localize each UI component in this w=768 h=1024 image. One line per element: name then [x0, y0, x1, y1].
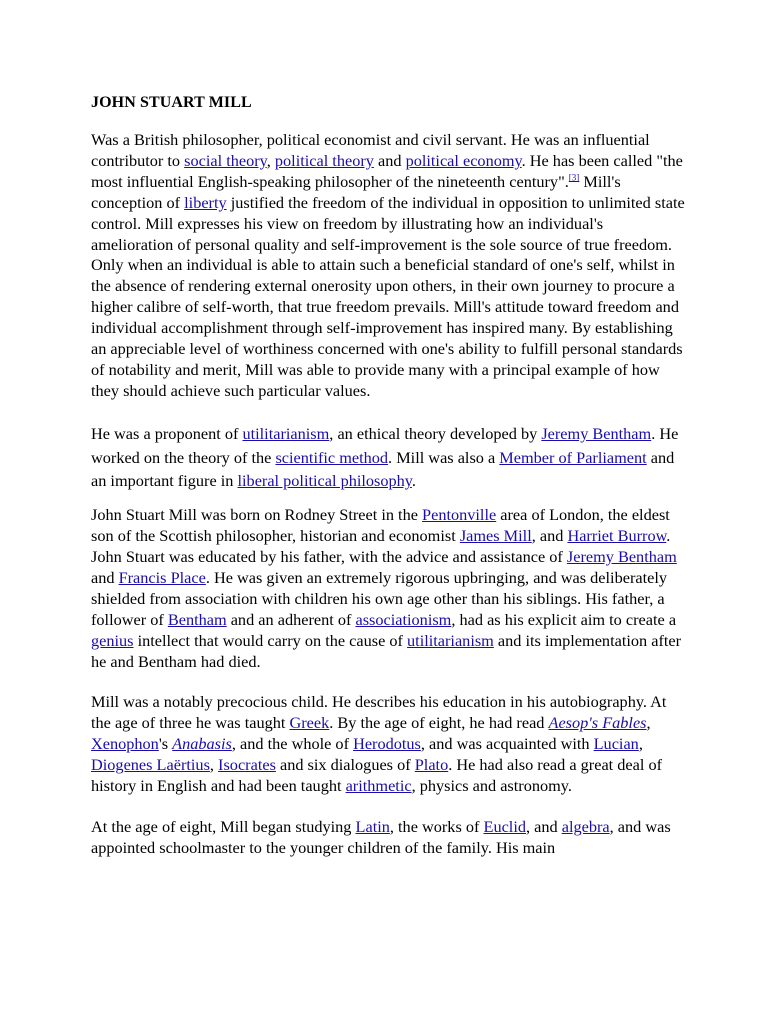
text: justified the freedom of the individual in opposition to unlimited state control. Mill expresses his view on freedom by illustrating how an individual's amelioration of personal quality and self-improvement is the sole source of true freedom. Only when an individual is able to attain such a beneficial standard of one's self, whilst in the absence of rendering external onerosity upon others, in their own journey to procure a higher calibre of self-worth, that true freedom prevails. Mill's attitude toward freedom and individual accomplishment through self-improvement has inspired many. By establishing an appreciable level of worthiness concerned with one's ability to fulfill personal standards of notability and merit, Mill was able to provide many with a principal example of how they should achieve such particular values. [91, 192, 685, 400]
text: , [266, 150, 275, 170]
text: , physics and astronomy. [411, 776, 572, 796]
text: Was a British philosopher, political economist and civil servant. He was an influential contributor to [91, 130, 650, 170]
link-isocrates[interactable]: Isocrates [218, 755, 276, 775]
paragraph-utilitarianism [91, 422, 688, 493]
paragraph-latin-studies [91, 817, 688, 859]
link-diogenes-laertius[interactable]: Diogenes Laërtius [91, 755, 210, 775]
italic-title: Aesop's Fables [548, 713, 647, 733]
text: , [638, 734, 643, 754]
text: John Stuart Mill was born on Rodney Street in the [91, 505, 423, 525]
link-francis-place[interactable]: Francis Place [118, 567, 206, 587]
text: . John Stuart was educated by his father, with the advice and assistance of [91, 526, 671, 566]
text: , an ethical theory developed by [329, 423, 542, 443]
text: , and [531, 526, 568, 546]
text: Mill was a notably precocious child. He describes his education in his autobiography. At the age of three he was taught [91, 692, 667, 733]
text: , [209, 755, 219, 775]
link-associationism[interactable]: associationism [355, 609, 452, 629]
text: . [411, 471, 416, 491]
link-member-of-parliament[interactable]: Member of Parliament [499, 447, 647, 467]
link-jeremy-bentham[interactable]: Jeremy Bentham [566, 546, 677, 566]
link-herodotus[interactable]: Herodotus [353, 734, 421, 754]
link-genius[interactable]: genius [91, 630, 134, 650]
text: . By the age of eight, he had read [329, 713, 549, 733]
text: intellect that would carry on the cause of [133, 630, 408, 650]
link-algebra[interactable]: algebra [561, 816, 610, 836]
link-political-theory[interactable]: political theory [274, 150, 374, 170]
text: , and was appointed schoolmaster to the younger children of the family. His main [91, 816, 671, 857]
text: and an adherent of [226, 609, 356, 629]
link-political-economy[interactable]: political economy [405, 150, 522, 170]
link-scientific-method[interactable]: scientific method [275, 447, 389, 467]
text: 's [158, 734, 173, 754]
text: area of London, the eldest son of the Scottish philosopher, historian and economist [91, 505, 670, 546]
text: Mill's conception of [91, 171, 621, 212]
text: . Mill was also a [388, 447, 500, 467]
link-liberal-political-philosophy[interactable]: liberal political philosophy [237, 471, 412, 491]
text: , had as his explicit aim to create a [451, 609, 677, 629]
text: , [646, 713, 651, 733]
link-pentonville[interactable]: Pentonville [422, 505, 497, 525]
text: , the works of [389, 816, 484, 836]
text: and an important figure in [91, 447, 675, 491]
link-euclid[interactable]: Euclid [483, 816, 526, 836]
paragraph-early-life [91, 505, 688, 672]
link-utilitarianism[interactable]: utilitarianism [407, 630, 494, 650]
link-utilitarianism[interactable]: utilitarianism [242, 423, 330, 443]
link-bentham[interactable]: Bentham [167, 609, 227, 629]
link-latin[interactable]: Latin [355, 816, 390, 836]
text: and [373, 150, 406, 170]
paragraph-education [91, 692, 688, 797]
link-social-theory[interactable]: social theory [184, 150, 267, 170]
text: and its implementation after he and Bentham had died. [91, 630, 682, 671]
link-lucian[interactable]: Lucian [593, 734, 639, 754]
text: He was a proponent of [91, 423, 243, 443]
italic-title: Anabasis [172, 734, 232, 754]
link-greek[interactable]: Greek [289, 713, 330, 733]
text: . He was given an extremely rigorous upbringing, and was deliberately shielded from association with children his own age other than his siblings. His father, a follower of [91, 567, 668, 629]
document-title: JOHN STUART MILL [91, 94, 252, 111]
text: . He worked on the theory of the [91, 423, 679, 467]
text: , and [526, 816, 562, 836]
text: , and the whole of [231, 734, 354, 754]
link-plato[interactable]: Plato [414, 755, 449, 775]
link-harriet-burrow[interactable]: Harriet Burrow [567, 526, 667, 546]
link-anabasis[interactable] [172, 734, 232, 753]
text: . He had also read a great deal of history in English and had been taught [91, 755, 663, 796]
link-james-mill[interactable]: James Mill [459, 526, 532, 546]
link-xenophon[interactable]: Xenophon [91, 734, 159, 754]
link-liberty[interactable]: liberty [184, 192, 227, 212]
footnote-link-3[interactable]: [3] [568, 172, 580, 183]
text: and [91, 567, 119, 587]
link-arithmetic[interactable]: arithmetic [345, 776, 412, 796]
text: and six dialogues of [275, 755, 415, 775]
text: . He has been called "the most influential English-speaking philosopher of the nineteenth century". [91, 150, 683, 191]
text: At the age of eight, Mill began studying [91, 816, 356, 836]
link-jeremy-bentham[interactable]: Jeremy Bentham [541, 423, 652, 443]
text: , and was acquainted with [420, 734, 594, 754]
paragraph-intro [91, 130, 688, 402]
link-aesops-fables[interactable] [549, 713, 647, 732]
